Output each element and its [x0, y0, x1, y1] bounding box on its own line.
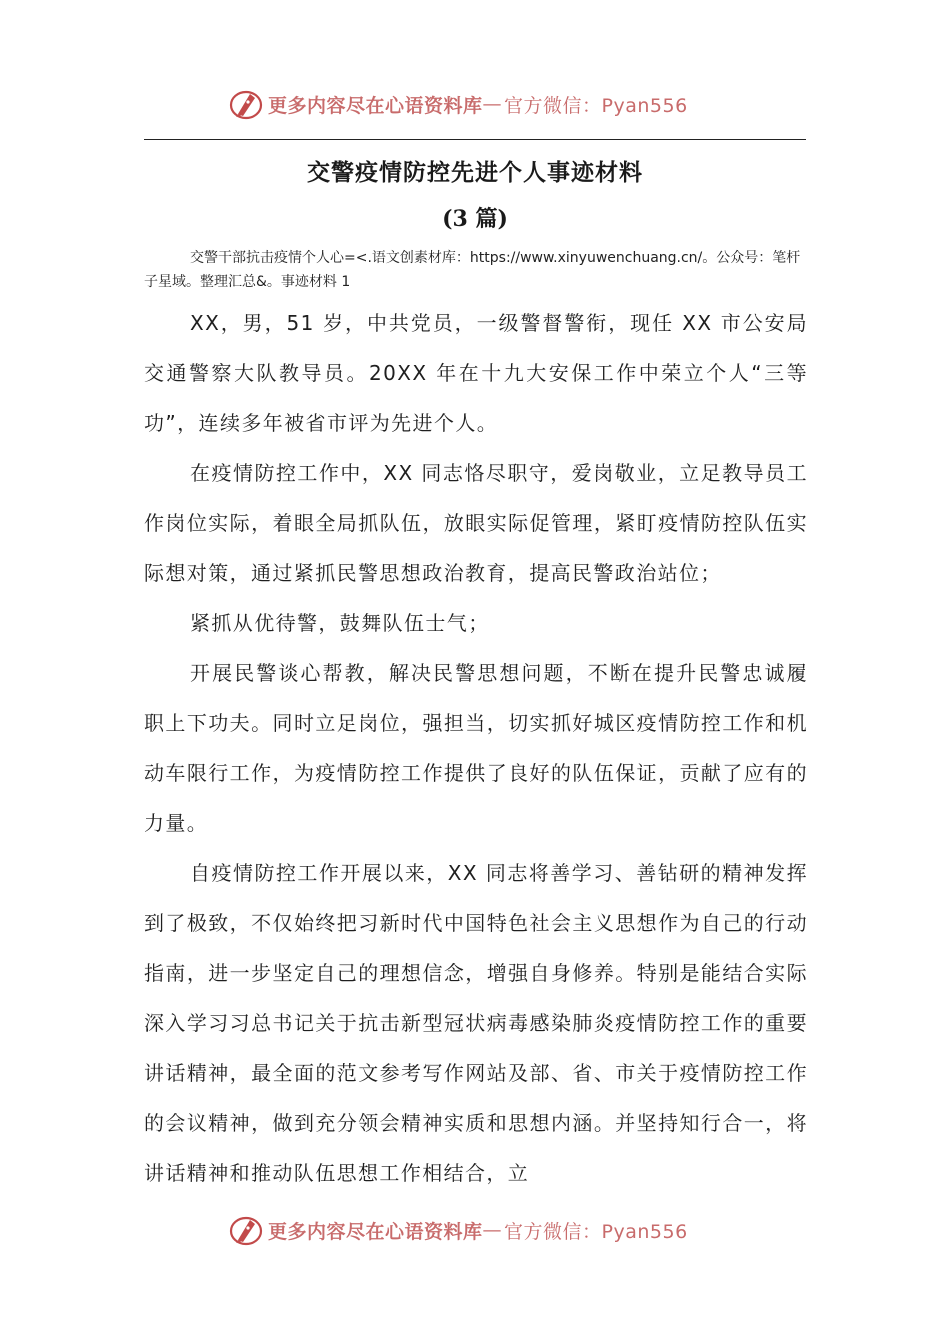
document-body — [144, 298, 808, 1198]
banner-wechat-text: 官方微信：Pyan556 — [504, 1220, 688, 1243]
banner-brand-text: 更多内容尽在心语资料库 — [268, 1220, 483, 1243]
document-title: 交警疫情防控先进个人事迹材料 — [307, 159, 643, 186]
banner-brand-text: 更多内容尽在心语资料库 — [268, 94, 483, 117]
banner-separator: — — [482, 1219, 503, 1241]
body-paragraph: 在疫情防控工作中，XX 同志恪尽职守，爱岗敬业，立足教导员工作岗位实际，着眼全局抓队伍，放眼实际促管理，紧盯疫情防控队伍实际想对策，通过紧抓民警思想政治教育，提高民警政治站位； — [144, 461, 808, 585]
banner-wechat-text: 官方微信：Pyan556 — [504, 94, 688, 117]
document-subtitle: (3 篇) — [442, 206, 508, 232]
document-intro: 交警干部抗击疫情个人心=<.语文创素材库：https://www.xinyuwenchuang.cn/。公众号：笔杆子星域。整理汇总&。事迹材料 1 — [144, 250, 801, 290]
header-watermark-banner — [228, 86, 748, 122]
footer-watermark-banner — [228, 1212, 748, 1248]
body-paragraph: 自疫情防控工作开展以来，XX 同志将善学习、善钻研的精神发挥到了极致，不仅始终把习新时代中国特色社会主义思想作为自己的行动指南，进一步坚定自己的理想信念，增强自身修养。特别是能结合实际深入学习习总书记关于抗击新型冠状病毒感染肺炎疫情防控工作的重要讲话精神，最全面的范文参考写作网站及部、省、市关于疫情防控工作的会议精神，做到充分领会精神实质和思想内涵。并坚持知行合一，将讲话精神和推动队伍思想工作相结合，立 — [144, 861, 808, 1185]
body-paragraph: 紧抓从优待警，鼓舞队伍士气； — [190, 611, 490, 635]
body-paragraph: 开展民警谈心帮教，解决民警思想问题，不断在提升民警忠诚履职上下功夫。同时立足岗位，强担当，切实抓好城区疫情防控工作和机动车限行工作，为疫情防控工作提供了良好的队伍保证，贡献了应有的力量。 — [144, 661, 808, 835]
pen-nib-logo-icon — [228, 86, 264, 122]
banner-separator: — — [482, 93, 503, 115]
body-paragraph: XX，男，51 岁，中共党员，一级警督警衔，现任 XX 市公安局交通警察大队教导员。20XX 年在十九大安保工作中荣立个人“三等功”，连续多年被省市评为先进个人。 — [144, 311, 808, 435]
header-divider — [144, 139, 806, 140]
pen-nib-logo-icon — [228, 1212, 264, 1248]
